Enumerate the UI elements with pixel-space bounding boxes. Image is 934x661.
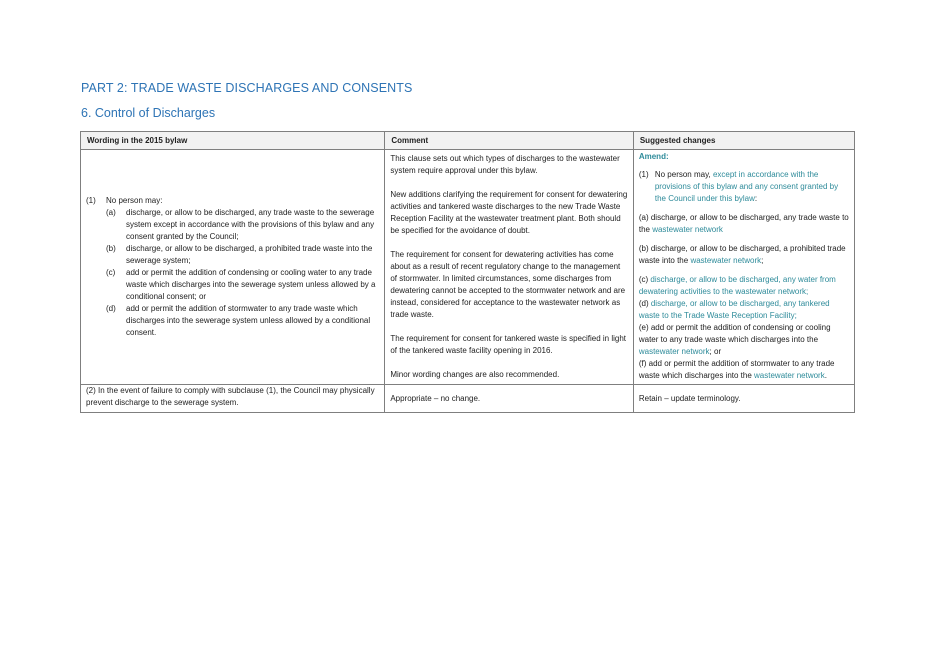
list-item: [106, 243, 379, 267]
suggested-item-e: [639, 322, 849, 358]
inserted-text: discharge, or allow to be discharged, any water from dewatering activities to the wastewater network;: [638, 275, 836, 296]
comment-paragraph: This clause sets out which types of discharges to the wastewater system require approval under this bylaw.: [390, 154, 620, 175]
item-key: (b): [106, 244, 116, 253]
suggested-item-c: [639, 274, 849, 298]
text: (a) discharge, or allow to be discharged, any trade waste to the: [638, 213, 849, 234]
comment-cell: Appropriate – no change.: [385, 385, 634, 413]
text: (e) add or permit the addition of condensing or cooling water to any trade waste which discharges into the: [638, 323, 831, 344]
list-item: [106, 267, 379, 303]
suggested-cell: [633, 150, 854, 385]
comment-cell: [385, 150, 634, 385]
text: (b) discharge, or allow to be discharged, a prohibited trade waste into the: [638, 244, 846, 265]
inserted-text: wastewater network: [690, 256, 762, 265]
item-text: add or permit the addition of stormwater to any trade waste which discharges into the sewerage system unless allowed by a conditional consent.: [126, 304, 371, 337]
item-text: discharge, or allow to be discharged, any trade waste to the sewerage system except in accordance with the provisions of this bylaw and any consent granted by the Council;: [126, 208, 375, 241]
item-text: add or permit the addition of condensing or cooling water to any trade waste which discharges into the sewerage system unless allowed by a conditional consent; or: [126, 268, 376, 301]
item-text: discharge, or allow to be discharged, a prohibited trade waste into the sewerage system;: [126, 244, 373, 265]
text: .: [824, 371, 827, 380]
item-key: (a): [106, 208, 116, 217]
suggested-item-d: [639, 298, 849, 322]
bylaw-cell: [81, 150, 385, 385]
suggested-item-a: [639, 212, 849, 236]
text: :: [754, 194, 758, 203]
table-header-row: [81, 132, 855, 150]
bylaw-lead: [86, 195, 379, 207]
text: ;: [761, 256, 764, 265]
suggested-item-f: [639, 358, 849, 382]
column-header-comment: Comment: [385, 132, 634, 150]
item-key: (c): [106, 268, 116, 277]
text: (f) add or permit the addition of stormwater to any trade waste which discharges into the: [638, 359, 835, 380]
amend-label: Amend:: [638, 152, 669, 161]
list-item: [106, 207, 379, 243]
text: ; or: [709, 347, 722, 356]
inserted-text: wastewater network: [638, 347, 710, 356]
clause-lead: No person may:: [106, 196, 163, 205]
bylaw-cell: (2) In the event of failure to comply with subclause (1), the Council may physically prevent discharge to the sewerage system.: [81, 385, 385, 413]
comment-paragraph: Minor wording changes are also recommended.: [390, 370, 560, 379]
comment-paragraph: New additions clarifying the requirement for consent for dewatering activities and tankered waste discharges to the new Trade Waste Reception Facility at the wastewater treatment plant. Both should be specified for the avoidance of doubt.: [390, 190, 628, 235]
suggested-clause-1: [639, 169, 849, 205]
list-item: [106, 303, 379, 339]
inserted-text: except in accordance with the provisions of this bylaw and any consent granted by the Council under this bylaw: [654, 170, 839, 203]
inserted-text: discharge, or allow to be discharged, any tankered waste to the Trade Waste Reception Facility;: [638, 299, 830, 320]
table-row: [81, 150, 855, 385]
inserted-text: wastewater network: [754, 371, 825, 380]
suggested-item-b: [639, 243, 849, 267]
comment-paragraph: The requirement for consent for tankered waste is specified in light of the tankered waste facility opening in 2016.: [390, 334, 626, 355]
inserted-text: wastewater network: [652, 225, 723, 234]
column-header-suggested: Suggested changes: [633, 132, 854, 150]
bylaw-comparison-table: [80, 131, 855, 413]
table-row: [81, 385, 855, 413]
column-header-bylaw: Wording in the 2015 bylaw: [81, 132, 385, 150]
clause-number: (1): [86, 196, 96, 205]
item-key: (d): [106, 304, 116, 313]
comment-paragraph: The requirement for consent for dewatering activities has come about as a result of recent regulatory change to the management of stormwater. In limited circumstances, some discharges from dewatering cannot be accepted to the stormwater network and are instead, considered for acceptance to the wastewater network as trade waste.: [390, 250, 626, 319]
suggested-cell: Retain – update terminology.: [633, 385, 854, 413]
text: No person may,: [654, 170, 713, 179]
part-heading: PART 2: TRADE WASTE DISCHARGES AND CONSENTS: [81, 81, 413, 95]
section-heading: 6. Control of Discharges: [81, 106, 216, 120]
clause-number: (1): [638, 170, 649, 179]
text: (d): [638, 299, 651, 308]
text: (c): [638, 275, 651, 284]
